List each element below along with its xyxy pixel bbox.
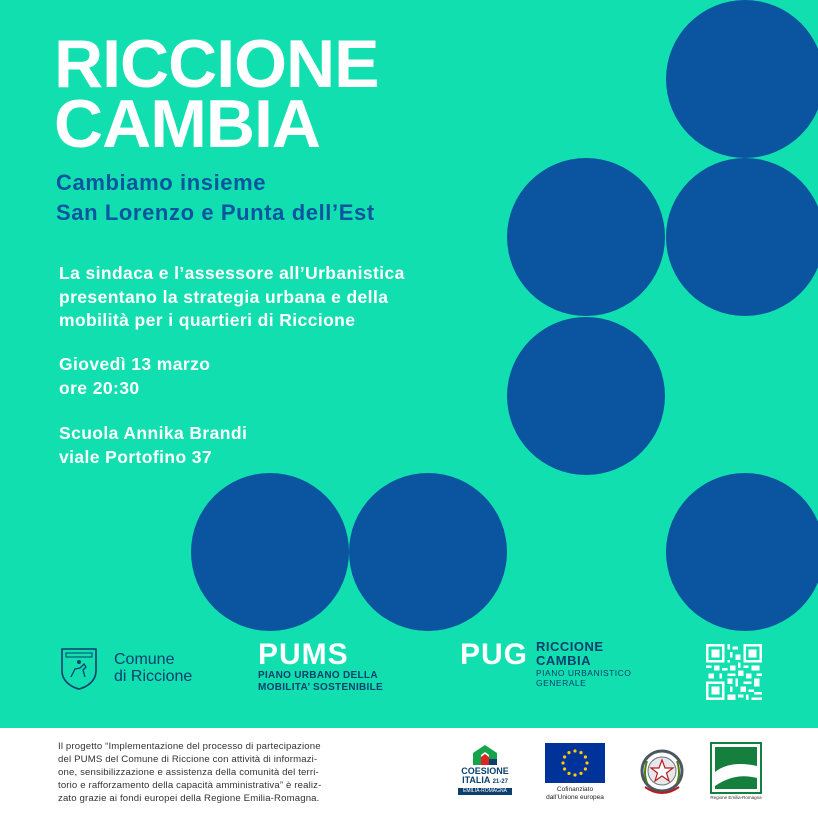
- funding-line: Il progetto “Implementazione del processo di partecipazione: [58, 741, 321, 752]
- event-date: Giovedì 13 marzo: [59, 354, 211, 374]
- decor-circle: [666, 473, 818, 631]
- decor-circle: [666, 158, 818, 316]
- decor-circle: [349, 473, 507, 631]
- event-address: viale Portofino 37: [59, 446, 213, 467]
- decor-circle: [507, 317, 665, 475]
- event-venue: Scuola Annika Brandi: [59, 423, 248, 443]
- coesione-years: 21-27: [492, 779, 508, 785]
- regione-emilia-romagna-logo: [709, 742, 763, 800]
- regione-emilia-romagna-icon: [710, 742, 762, 794]
- coesione-name: COESIONE: [461, 766, 509, 776]
- poster-subtitle: [56, 168, 375, 228]
- title-line: CAMBIA: [54, 86, 320, 162]
- eu-flag-icon: [545, 743, 605, 783]
- pums-logo: [258, 640, 383, 694]
- coesione-italia-icon: [455, 741, 515, 767]
- pug-name: PUG: [460, 638, 529, 671]
- funding-line: one, sensibilizzazione e assistenza della comunità del terri-: [58, 767, 319, 778]
- decor-circle: [666, 0, 818, 158]
- event-datetime: [59, 353, 210, 400]
- pug-subtitle-line: PIANO URBANISTICO: [536, 668, 632, 678]
- funding-statement: [58, 740, 398, 805]
- event-location: [59, 422, 247, 469]
- description-line: La sindaca e l’assessore all’Urbanistica: [59, 263, 405, 283]
- comune-logo: [56, 645, 192, 691]
- funding-line: del PUMS del Comune di Riccione con attività di informazi-: [58, 754, 318, 765]
- pug-title-line: RICCIONE: [536, 639, 604, 654]
- eu-caption-line: dall’Unione europea: [546, 794, 604, 801]
- italian-republic-logo: [637, 743, 687, 810]
- funding-line: torio e rafforzamento della capacità amministrativa” è realiz-: [58, 780, 322, 791]
- coesione-italia: [455, 776, 515, 787]
- comune-name-line: Comune: [114, 651, 175, 668]
- subtitle-line: San Lorenzo e Punta dell’Est: [56, 200, 375, 225]
- event-time: ore 20:30: [59, 377, 140, 398]
- description-line: presentano la strategia urbana e della: [59, 286, 389, 307]
- pug-subtitle-line: GENERALE: [536, 678, 587, 688]
- pums-name: PUMS: [258, 638, 349, 671]
- coesione-italia-word: ITALIA: [462, 775, 491, 785]
- pug-title-line: CAMBIA: [536, 653, 592, 668]
- regione-caption: Regione Emilia-Romagna: [710, 795, 762, 800]
- coesione-italia-logo: [455, 741, 515, 795]
- funding-line: zato grazie ai fondi europei della Regione Emilia-Romagna.: [58, 793, 320, 804]
- subtitle-line: Cambiamo insieme: [56, 170, 267, 195]
- qr-code-icon[interactable]: [706, 644, 762, 700]
- pug-logo: [460, 640, 631, 688]
- pums-subtitle-line: MOBILITA’ SOSTENIBILE: [258, 682, 384, 693]
- decor-circle: [191, 473, 349, 631]
- italian-republic-emblem-icon: [637, 743, 687, 805]
- pums-subtitle-line: PIANO URBANO DELLA: [258, 670, 378, 681]
- footer: [0, 728, 818, 823]
- eu-logo: [543, 743, 607, 802]
- eu-caption-line: Cofinanziato: [556, 786, 594, 793]
- comune-shield-icon: [56, 645, 102, 691]
- description-line: mobilità per i quartieri di Riccione: [59, 310, 356, 330]
- coesione-region: EMILIA-ROMAGNA: [458, 788, 512, 795]
- decor-circle: [507, 158, 665, 316]
- event-description: [59, 262, 405, 333]
- comune-name-line: di Riccione: [114, 668, 193, 685]
- poster-title: [54, 26, 379, 162]
- title-line: RICCIONE: [54, 26, 379, 102]
